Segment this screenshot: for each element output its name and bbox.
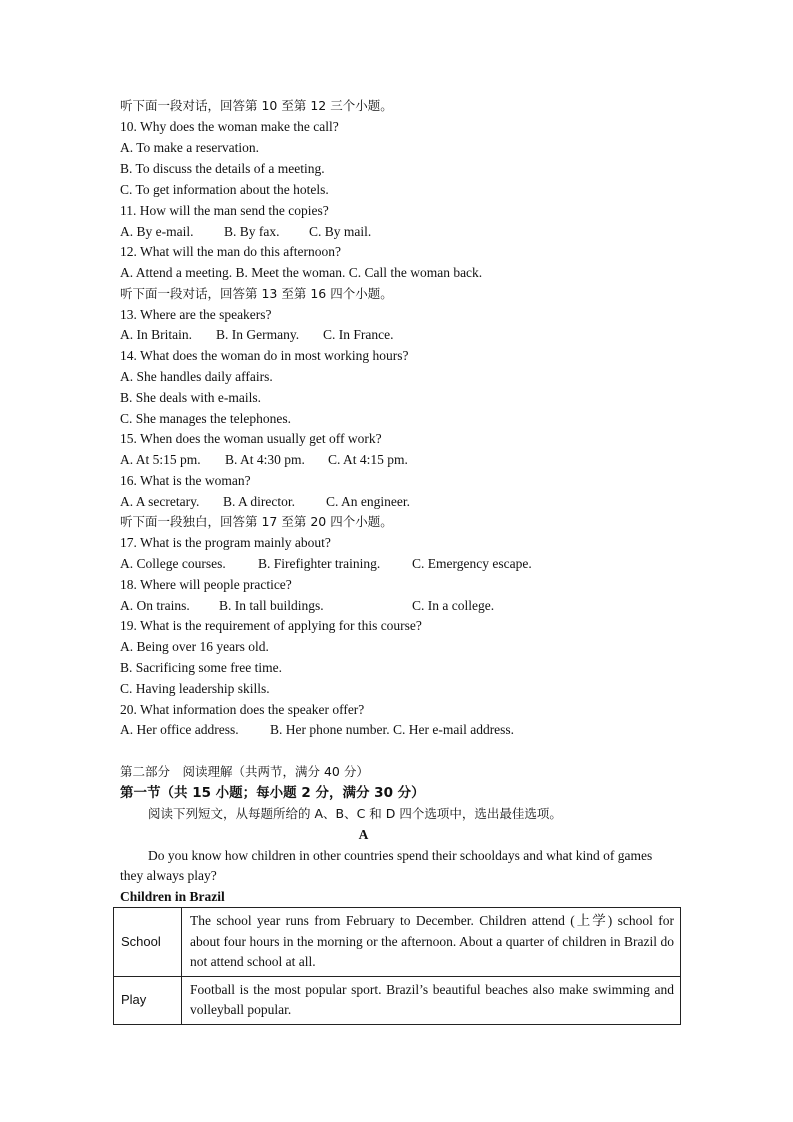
option-10b: B. To discuss the details of a meeting.: [120, 161, 325, 176]
option-17b: B. Firefighter training.: [258, 556, 381, 571]
question-15: 15. When does the woman usually get off work?: [120, 431, 382, 446]
option-17c: C. Emergency escape.: [412, 556, 532, 571]
option-16a: A. A secretary.: [120, 494, 200, 509]
option-16b: B. A director.: [223, 494, 295, 509]
option-14a: A. She handles daily affairs.: [120, 369, 273, 384]
option-18b: B. In tall buildings.: [219, 598, 324, 613]
question-19: 19. What is the requirement of applying for this course?: [120, 618, 422, 633]
option-13c: C. In France.: [323, 327, 394, 342]
options-20: [120, 721, 514, 739]
options-11: [120, 223, 371, 241]
option-17a: A. College courses.: [120, 556, 226, 571]
question-10: 10. Why does the woman make the call?: [120, 119, 339, 134]
option-15c: C. At 4:15 pm.: [328, 452, 408, 467]
section-instruction-10-12: 听下面一段对话，回答第 10 至第 12 三个小题。: [120, 98, 393, 113]
option-14c: C. She manages the telephones.: [120, 411, 291, 426]
question-17: 17. What is the program mainly about?: [120, 535, 331, 550]
option-19c: C. Having leadership skills.: [120, 681, 270, 696]
option-20a: A. Her office address.: [120, 722, 239, 737]
option-11a: A. By e-mail.: [120, 224, 194, 239]
option-10a: A. To make a reservation.: [120, 140, 260, 155]
table-row: [114, 908, 681, 977]
option-15a: A. At 5:15 pm.: [120, 452, 201, 467]
part-title: 第二部分 阅读理解（共两节，满分 40 分）: [120, 764, 369, 779]
option-15b: B. At 4:30 pm.: [225, 452, 305, 467]
question-20: 20. What information does the speaker offer?: [120, 702, 365, 717]
subheading-children-in-brazil: Children in Brazil: [120, 889, 225, 904]
option-14b: B. She deals with e-mails.: [120, 390, 261, 405]
question-13: 13. Where are the speakers?: [120, 307, 272, 322]
option-18a: A. On trains.: [120, 598, 190, 613]
table-row: [114, 976, 681, 1024]
question-14: 14. What does the woman do in most working hours?: [120, 348, 409, 363]
options-15: [120, 451, 408, 469]
options-12: A. Attend a meeting. B. Meet the woman. C. Call the woman back.: [120, 265, 483, 280]
brazil-info-table: [113, 907, 681, 1025]
passage-intro-line-2: they always play?: [120, 868, 217, 883]
section-instruction-13-16: 听下面一段对话，回答第 13 至第 16 四个小题。: [120, 286, 393, 301]
question-12: 12. What will the man do this afternoon?: [120, 244, 341, 259]
reading-instruction: 阅读下列短文，从每题所给的 A、B、C 和 D 四个选项中，选出最佳选项。: [148, 806, 562, 821]
option-19a: A. Being over 16 years old.: [120, 639, 269, 654]
row-label-school: School: [114, 908, 182, 977]
passage-letter: A: [358, 827, 369, 842]
section-instruction-17-20: 听下面一段独白，回答第 17 至第 20 四个小题。: [120, 514, 393, 529]
options-18: [120, 597, 494, 615]
option-16c: C. An engineer.: [326, 494, 410, 509]
row-label-play: Play: [114, 976, 182, 1024]
option-13a: A. In Britain.: [120, 327, 192, 342]
options-16: [120, 493, 410, 511]
options-17: [120, 555, 532, 573]
question-18: 18. Where will people practice?: [120, 577, 292, 592]
option-11b: B. By fax.: [224, 224, 280, 239]
option-11c: C. By mail.: [309, 224, 372, 239]
option-18c: C. In a college.: [412, 598, 495, 613]
passage-intro-line-1: Do you know how children in other countries spend their schooldays and what kind of games: [148, 848, 653, 863]
option-13b: B. In Germany.: [216, 327, 300, 342]
option-20bc: B. Her phone number. C. Her e-mail address.: [270, 722, 515, 737]
option-10c: C. To get information about the hotels.: [120, 182, 329, 197]
section-title: 第一节（共 15 小题；每小题 2 分，满分 30 分）: [120, 785, 425, 801]
question-11: 11. How will the man send the copies?: [120, 203, 329, 218]
question-16: 16. What is the woman?: [120, 473, 251, 488]
row-text-school: The school year runs from February to December. Children attend (上学) school for about four hours in the morning or the afternoon. About a quarter of children in Brazil do not attend school at all.: [182, 908, 681, 977]
options-13: [120, 326, 393, 344]
option-19b: B. Sacrificing some free time.: [120, 660, 282, 675]
row-text-play: Football is the most popular sport. Brazil’s beautiful beaches also make swimming and volleyball popular.: [182, 976, 681, 1024]
